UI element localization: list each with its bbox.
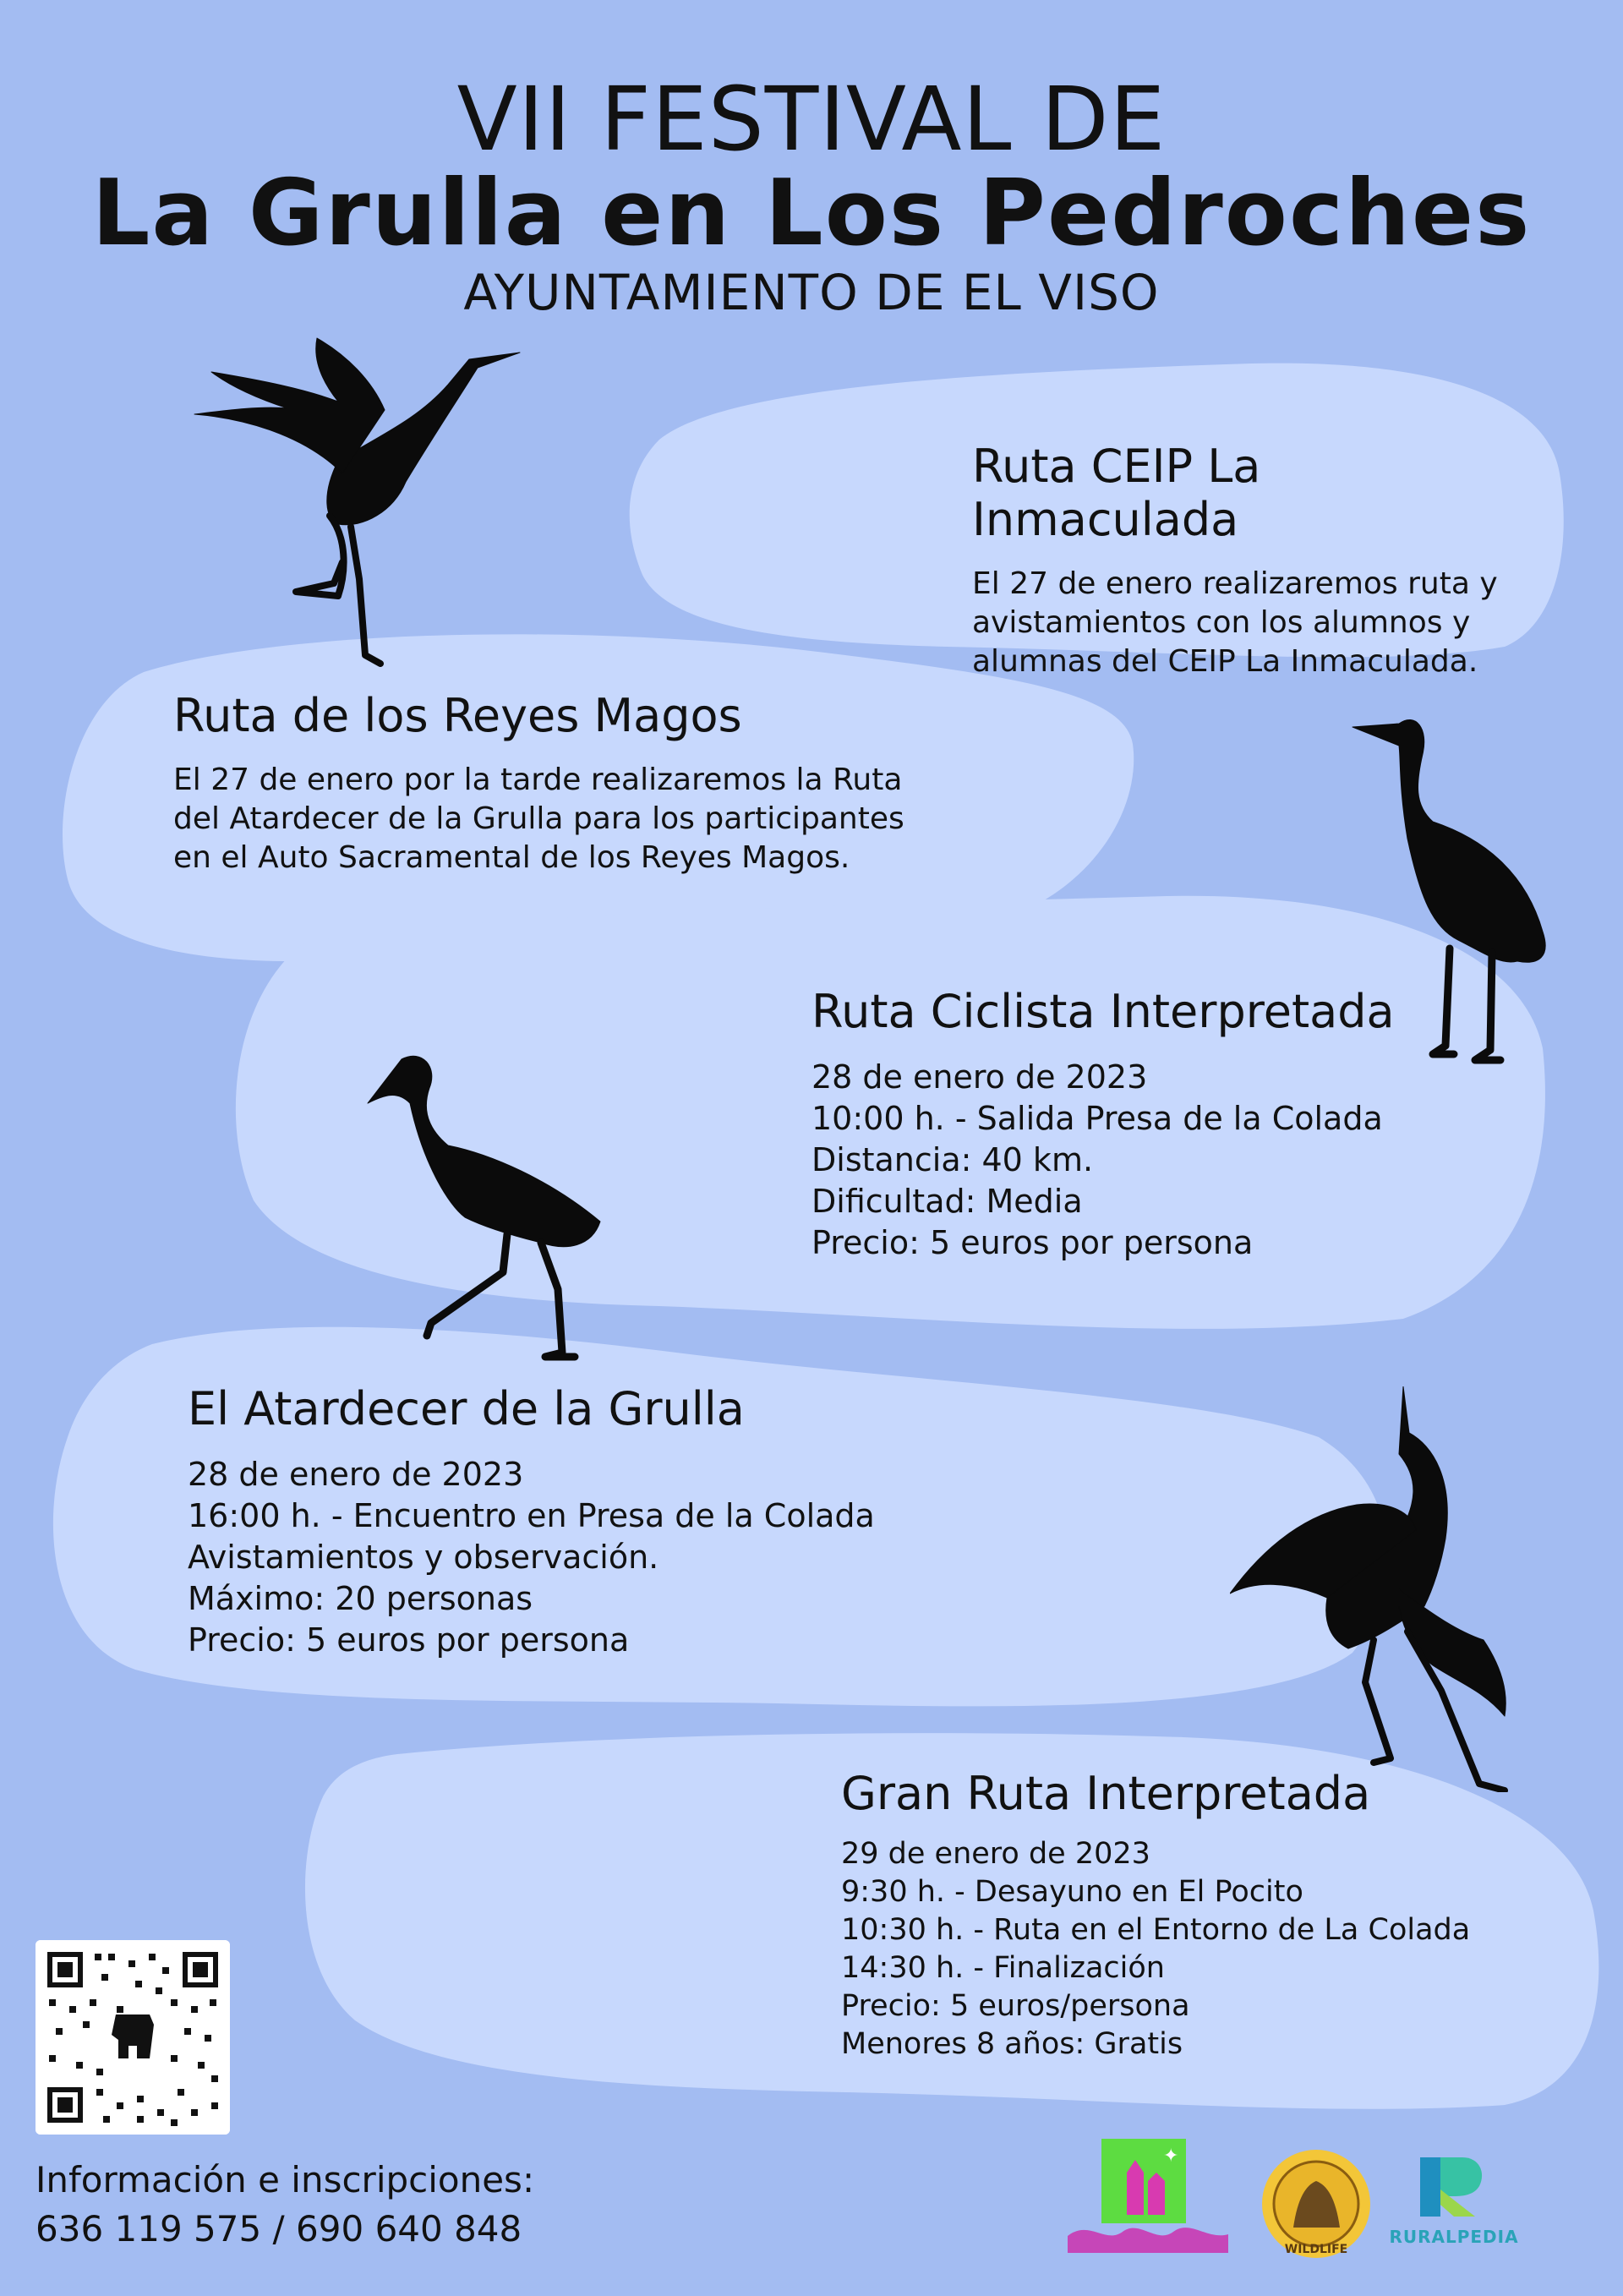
event-detail-line: Precio: 5 euros por persona — [812, 1224, 1254, 1261]
event-detail-line: Distancia: 40 km. — [812, 1141, 1094, 1178]
organizer-subtitle: AYUNTAMIENTO DE EL VISO — [463, 264, 1160, 321]
crane-dancing-silhouette — [1230, 1386, 1517, 1792]
wildlife-logo — [1260, 2147, 1374, 2261]
event-title: Ruta CEIP La Inmaculada — [972, 440, 1261, 546]
ruralpedia-mark — [1386, 2156, 1522, 2223]
contact-phones: 636 119 575 / 690 640 848 — [36, 2208, 522, 2250]
event-card-atardecer — [188, 1382, 932, 1661]
event-details — [841, 1835, 1517, 2064]
crane-walking-silhouette — [363, 1052, 617, 1365]
event-title: Ruta de los Reyes Magos — [173, 689, 742, 742]
wildlife-logo-text: WILDLIFE — [1284, 2243, 1348, 2256]
el-viso-town-logo — [1063, 2135, 1232, 2261]
event-title: El Atardecer de la Grulla — [188, 1382, 745, 1435]
qr-code[interactable] — [36, 1940, 230, 2135]
event-title: Ruta Ciclista Interpretada — [812, 985, 1395, 1038]
svg-text:✦: ✦ — [1163, 2146, 1179, 2167]
crane-flying-wings-silhouette — [178, 334, 533, 672]
ruralpedia-label: RURALPEDIA — [1389, 2227, 1519, 2247]
event-detail-line: Avistamientos y observación. — [188, 1539, 659, 1576]
event-detail-line: Precio: 5 euros/persona — [841, 1989, 1190, 2023]
event-description: El 27 de enero por la tarde realizaremos la Ruta del Atardecer de la Grulla para los participantes en el Auto Sacramental de los Reyes Magos. — [173, 763, 904, 875]
ruralpedia-logo — [1386, 2156, 1522, 2247]
event-detail-line: 29 de enero de 2023 — [841, 1837, 1150, 1871]
event-card-ceip — [972, 440, 1513, 681]
contact-label: Información e inscripciones: — [36, 2159, 535, 2200]
event-detail-line: Menores 8 años: Gratis — [841, 2027, 1183, 2061]
crane-standing-silhouette — [1348, 712, 1560, 1075]
event-details — [812, 1057, 1454, 1264]
event-detail-line: 28 de enero de 2023 — [188, 1456, 524, 1493]
event-description: El 27 de enero realizaremos ruta y avistamientos con los alumnos y alumnas del CEIP La Inmaculada. — [972, 566, 1498, 679]
event-card-reyes-magos — [173, 689, 934, 877]
event-detail-line: 10:00 h. - Salida Presa de la Colada — [812, 1100, 1383, 1137]
event-detail-line: 9:30 h. - Desayuno en El Pocito — [841, 1875, 1303, 1909]
event-card-gran-ruta — [841, 1767, 1517, 2064]
festival-name-title: La Grulla en Los Pedroches — [91, 161, 1532, 266]
event-detail-line: 14:30 h. - Finalización — [841, 1951, 1165, 1985]
event-detail-line: 10:30 h. - Ruta en el Entorno de La Colada — [841, 1913, 1471, 1947]
event-detail-line: Máximo: 20 personas — [188, 1580, 533, 1617]
event-detail-line: Precio: 5 euros por persona — [188, 1621, 630, 1659]
festival-edition-title: VII FESTIVAL DE — [456, 68, 1167, 171]
event-detail-line: Dificultad: Media — [812, 1183, 1083, 1220]
event-detail-line: 28 de enero de 2023 — [812, 1058, 1148, 1096]
event-title: Gran Ruta Interpretada — [841, 1767, 1371, 1820]
contact-info — [36, 2156, 534, 2254]
event-details — [188, 1454, 932, 1661]
event-detail-line: 16:00 h. - Encuentro en Presa de la Colada — [188, 1497, 875, 1534]
